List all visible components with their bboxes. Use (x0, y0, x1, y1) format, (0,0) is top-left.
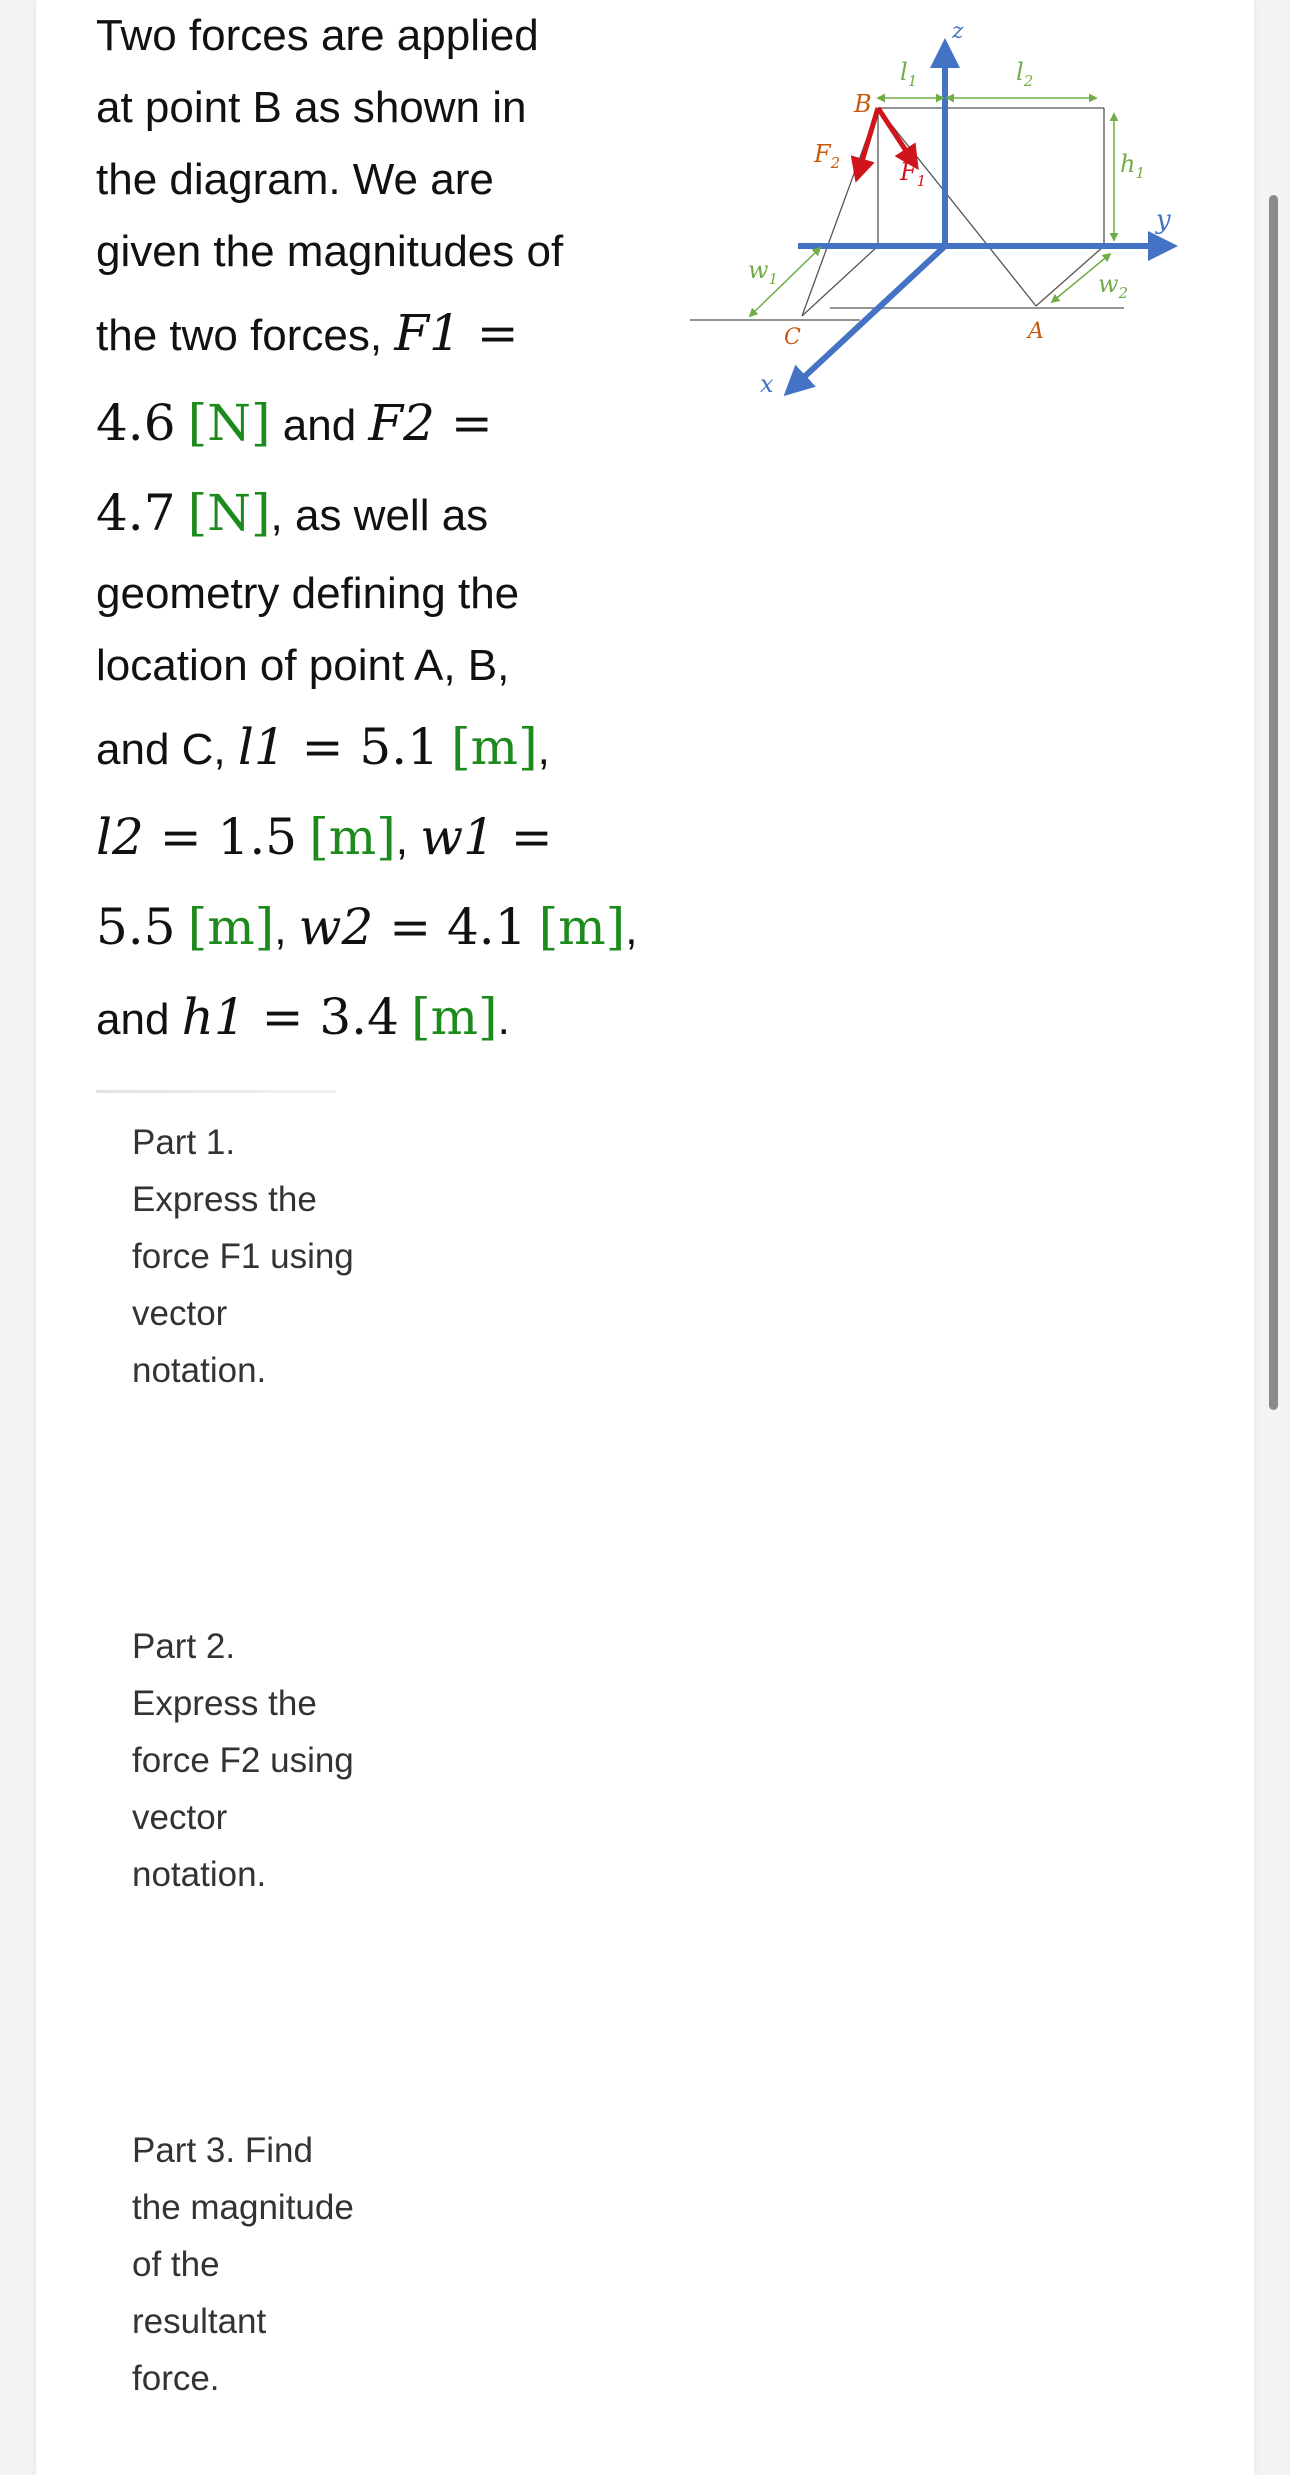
line-c-to-base (802, 246, 878, 316)
problem-statement (96, 0, 638, 1062)
f2-label (813, 140, 840, 172)
unit-newton: [N] (187, 484, 271, 542)
h1-symbol: h1 (181, 988, 246, 1046)
l2-letter: l (1016, 58, 1024, 86)
problem-line-1: Two forces are applied (96, 11, 539, 60)
w1-letter: w (748, 256, 769, 284)
f2-letter: F (814, 140, 831, 168)
f2-sub: 2 (830, 154, 841, 172)
problem-line-3: the diagram. We are (96, 155, 494, 204)
point-b-label: B (854, 90, 872, 118)
point-a-label: A (1028, 319, 1044, 344)
problem-line-10 (96, 702, 616, 792)
eq: = (261, 988, 304, 1046)
w2-value: 4.1 (447, 898, 527, 956)
w2-letter: w (1098, 270, 1119, 298)
comma: , (625, 905, 638, 954)
equals (435, 394, 493, 452)
unit-meter: [m] (451, 718, 538, 776)
equals (246, 988, 320, 1046)
eq: = (510, 808, 553, 866)
eq: = (301, 718, 344, 776)
y-label: y (1156, 205, 1171, 235)
w2-sub: 2 (1118, 284, 1129, 302)
line-a-to-base (1036, 246, 1104, 306)
text: and C, (96, 725, 238, 774)
w2-symbol: w2 (298, 898, 374, 956)
point-c-label: C (784, 325, 801, 350)
problem-line-7 (96, 468, 616, 558)
f1-letter: F (900, 158, 917, 186)
equals (286, 718, 360, 776)
unit-meter: [m] (411, 988, 498, 1046)
eq: = (389, 898, 432, 956)
problem-line-9: location of point A, B, (96, 641, 510, 690)
as-well-as-text: , as well as (270, 491, 489, 540)
f1-value: 4.6 (96, 394, 176, 452)
unit-newton: [N] (187, 394, 271, 452)
l2-label (1016, 58, 1033, 90)
h1-sub: 1 (1135, 164, 1146, 182)
f2-value: 4.7 (96, 484, 176, 542)
x-axis (788, 246, 945, 392)
problem-line-6 (96, 378, 616, 468)
eq: = (159, 808, 202, 866)
l1-letter: l (900, 58, 908, 86)
h1-letter: h (1120, 150, 1136, 178)
part-1-prompt: Part 1. Express the force F1 using vector notation. (132, 1123, 354, 1390)
dimensions (750, 98, 1114, 316)
w1-sub: 1 (768, 270, 779, 288)
eq: = (476, 304, 519, 362)
problem-line-12 (96, 882, 638, 972)
l2-symbol: l2 (96, 808, 144, 866)
text: and (96, 995, 182, 1044)
w1-label (748, 256, 778, 288)
problem-line-4: given the magnitudes of (96, 227, 564, 276)
part-3-prompt: Part 3. Find the magnitude of the resultant force. (132, 2131, 354, 2398)
w1-symbol: w1 (420, 808, 495, 866)
comma: , (395, 815, 408, 864)
l1-label (900, 58, 917, 90)
f1-symbol: F1 (394, 304, 461, 362)
problem-line-5 (96, 288, 616, 378)
structure-lines (690, 108, 1124, 320)
z-label: z (952, 22, 964, 44)
equals (461, 304, 519, 362)
force-f2-arrow (857, 108, 878, 178)
l1-value: 5.1 (359, 718, 439, 776)
l1-symbol: l1 (237, 718, 286, 776)
h1-label (1120, 150, 1145, 182)
divider (96, 1090, 336, 1093)
problem-line-13 (96, 972, 616, 1062)
part-2-prompt: Part 2. Express the force F2 using vector notation. (132, 1627, 354, 1894)
problem-line-11 (96, 792, 616, 882)
comma: , (274, 905, 287, 954)
problem-line-8: geometry defining the (96, 569, 520, 618)
equals (144, 808, 218, 866)
l2-sub: 2 (1023, 72, 1034, 90)
w2-label (1098, 270, 1128, 302)
h1-value: 3.4 (319, 988, 399, 1046)
equals (495, 808, 553, 866)
force-diagram (690, 22, 1190, 412)
comma: , (537, 725, 550, 774)
x-label: x (760, 370, 774, 398)
line-b-to-a (878, 108, 1036, 306)
text: the two forces, (96, 311, 395, 360)
unit-meter: [m] (187, 898, 275, 956)
unit-meter: [m] (309, 808, 396, 866)
l2-value: 1.5 (217, 808, 298, 866)
scrollbar[interactable] (1269, 195, 1278, 1410)
period: . (497, 995, 510, 1044)
f2-symbol: F2 (368, 394, 435, 452)
eq: = (450, 394, 493, 452)
unit-meter: [m] (538, 898, 626, 956)
f1-sub: 1 (916, 172, 927, 190)
and-text: and (270, 401, 369, 450)
problem-line-2: at point B as shown in (96, 83, 527, 132)
equals (373, 898, 447, 956)
w1-value: 5.5 (96, 898, 176, 956)
l1-sub: 1 (907, 72, 918, 90)
